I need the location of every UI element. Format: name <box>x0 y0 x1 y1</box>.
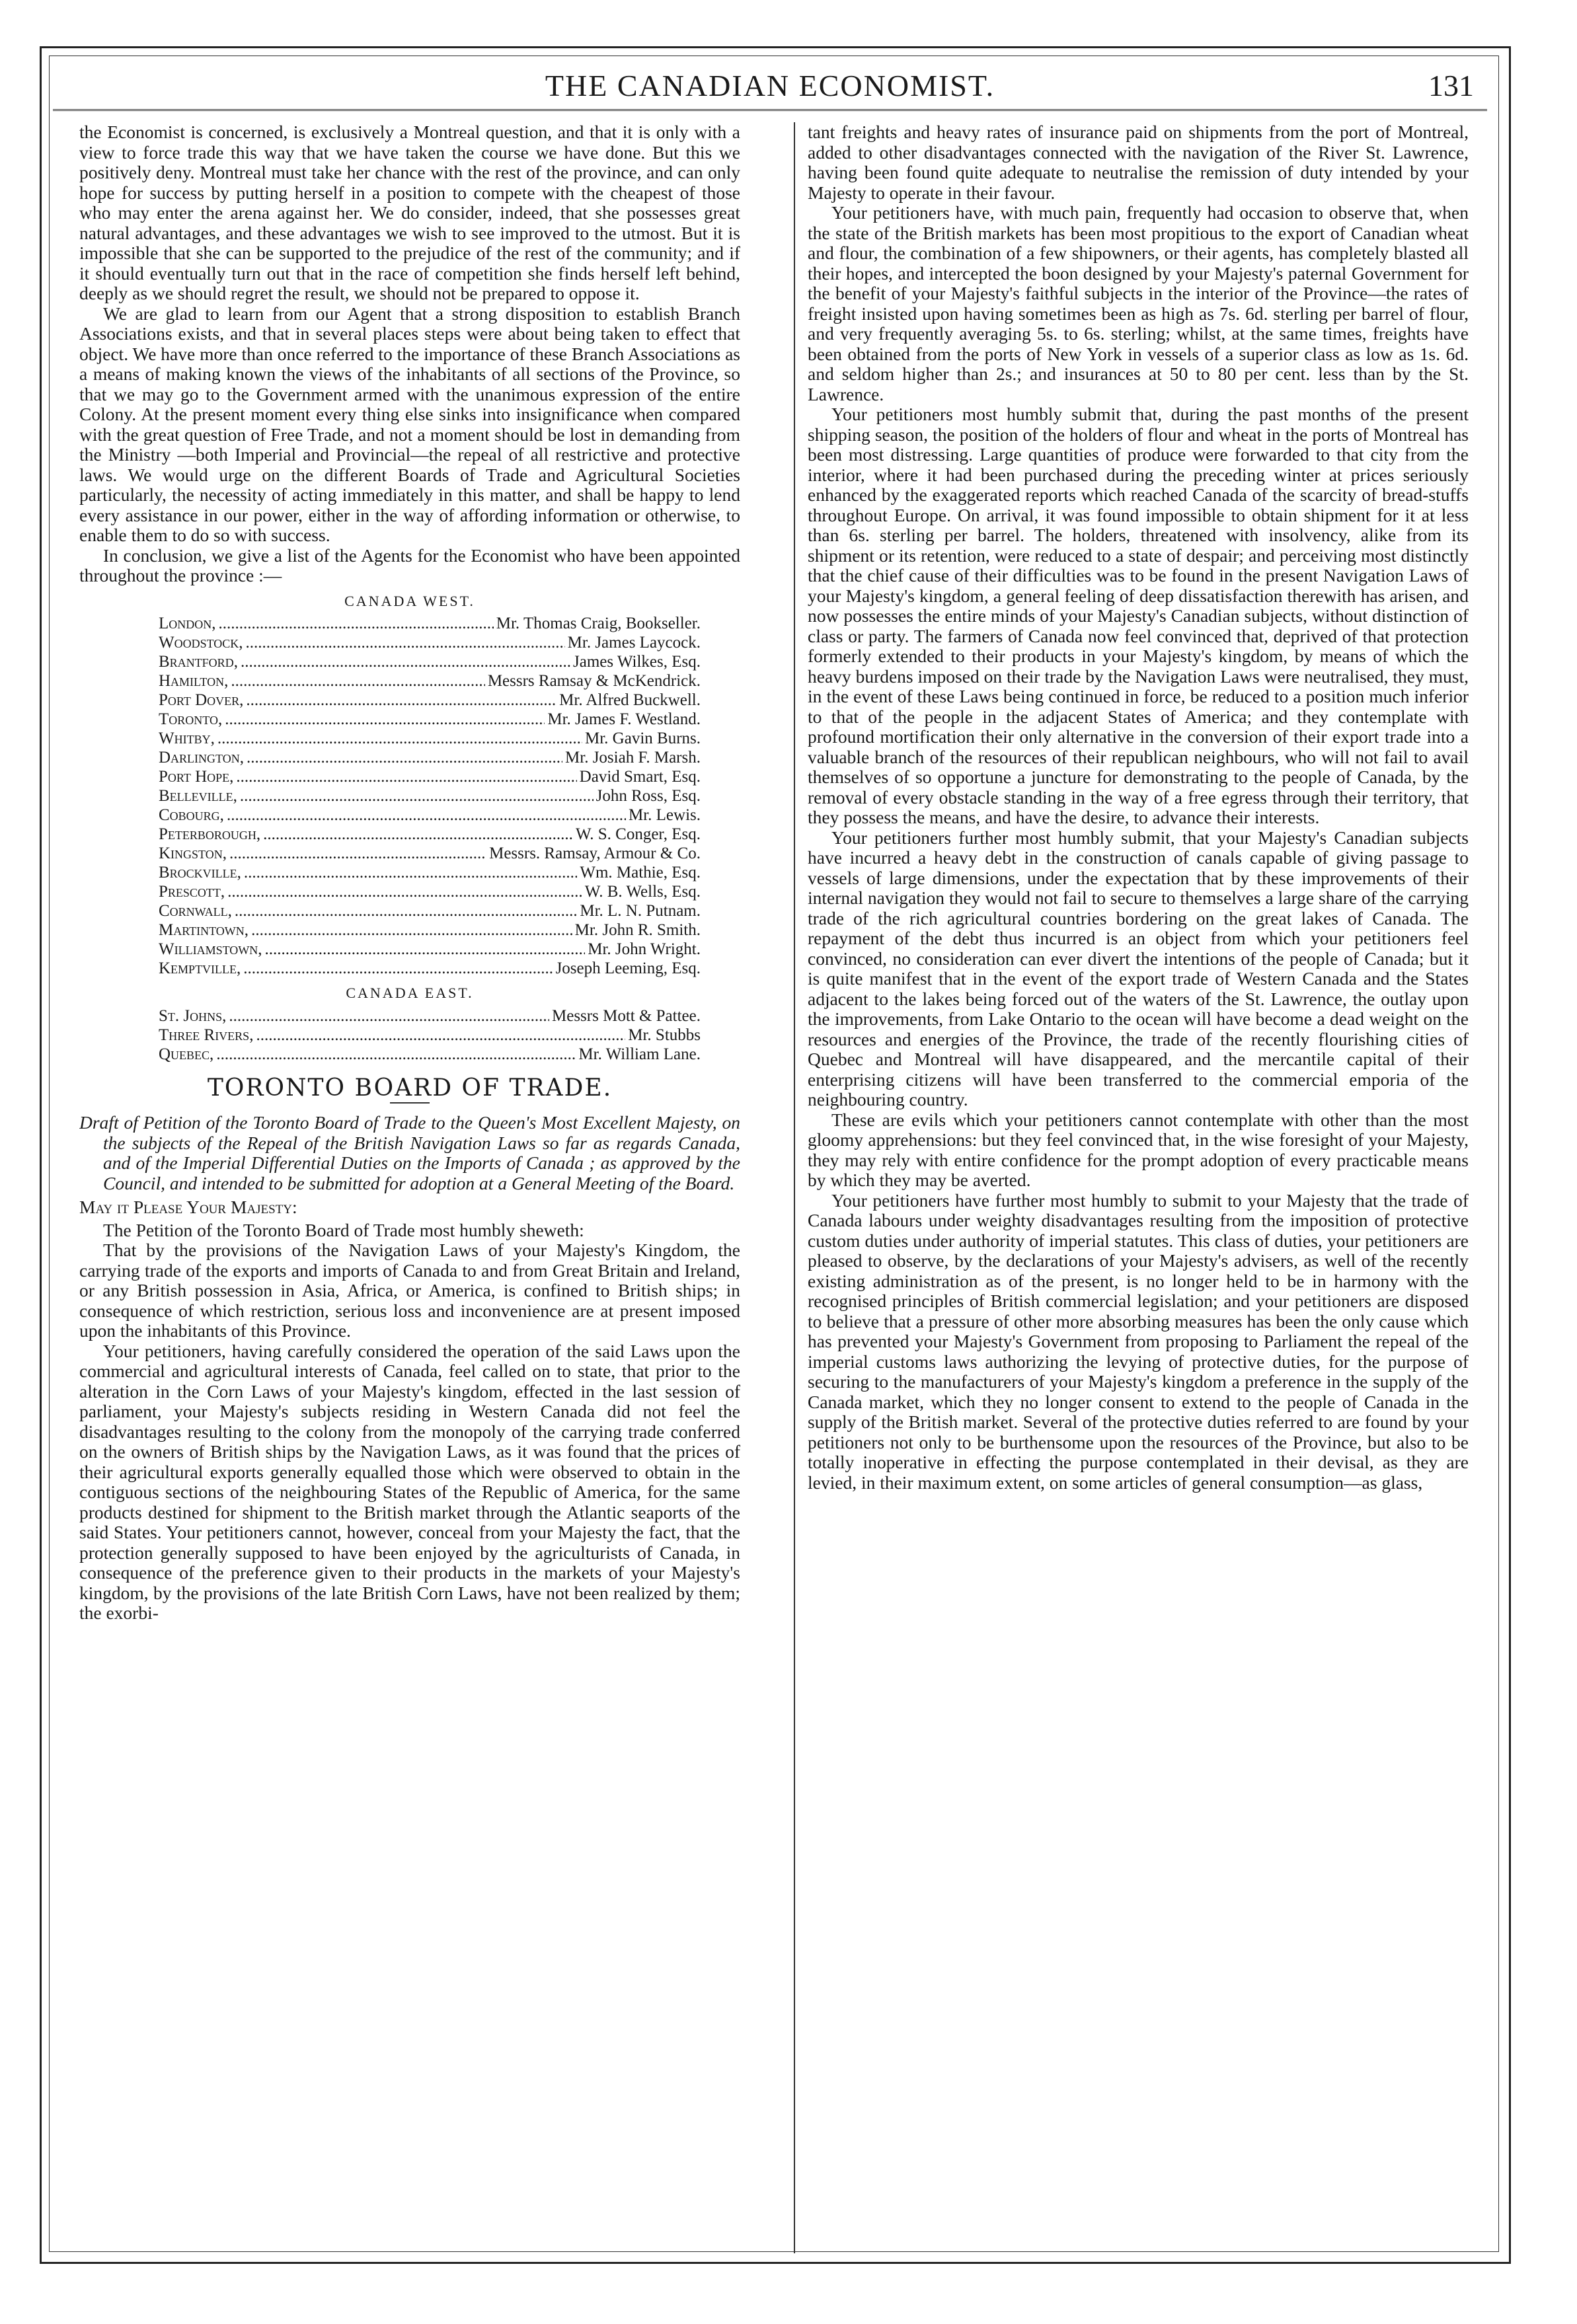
agent-row <box>159 748 740 767</box>
page-number: 131 <box>1428 69 1474 102</box>
agent-row <box>159 767 740 786</box>
agent-name: Joseph Leeming, Esq. <box>555 959 701 977</box>
agent-town: Kemptville, <box>159 959 241 977</box>
agent-row <box>159 710 740 729</box>
canada-west-heading: CANADA WEST. <box>344 592 475 609</box>
agent-town: St. Johns, <box>159 1006 227 1025</box>
leader-dots <box>225 710 545 729</box>
agent-row <box>159 1045 740 1064</box>
leader-dots <box>229 844 486 863</box>
leader-dots <box>240 786 594 806</box>
agent-town: Williamstown, <box>159 940 262 958</box>
paragraph: In conclusion, we give a list of the Agents for the Economist who have been appointed throughout the province :— <box>79 544 740 585</box>
leader-dots <box>246 691 557 710</box>
draft-summary: Draft of Petition of the Toronto Board of Trade to the Queen's Most Excellent Majesty, on the subjects of the Repeal of the British Navigation Laws so far as regards Canada, and of the Imperial Differential Duties on the Imports of Canada ; as approved by the Council, and intended to be submitted for adoption at a General Meeting of the Board. <box>79 1112 740 1193</box>
agent-row <box>159 844 740 863</box>
paragraph: Your petitioners have, with much pain, frequently had occasion to observe that, when the state of the British markets has been most propitious to the export of Canadian wheat and flour, the combination of a few shipowners, or their agents, has completely blasted all their hopes, and intercepted the boon designed by your Majesty's paternal Government for the benefit of your Majesty's faithful subjects in the interior of the Province—the rates of freight insisted upon having sometimes been as high as 7s. 6d. sterling per barrel of flour, and very frequently averaging 5s. to 6s. sterling; whilst, at the same times, freights have been obtained from the ports of New York in vessels of a superior class as low as 1s. 6d. and seldom higher than 2s.; and insurances at 50 to 80 per cent. less than by the St. Lawrence. <box>808 202 1469 404</box>
agent-row <box>159 920 740 940</box>
agent-list-west <box>79 614 740 978</box>
left-column <box>79 122 740 2253</box>
agent-town: Port Dover, <box>159 691 244 709</box>
leader-dots <box>263 825 573 844</box>
paragraph: That by the provisions of the Navigation Laws of your Majesty's Kingdom, the carrying trade of the exports and imports of Canada to and from Great Britain and Ireland, or any British possession in Asia, Africa, or America, is confined to British ships; in consequence of which restriction, serious loss and inconvenience are at present imposed upon the inhabitants of this Province. <box>79 1240 740 1341</box>
agent-name: Messrs Ramsay & McKendrick. <box>487 672 701 690</box>
leader-dots <box>265 940 586 959</box>
agent-town: Cobourg, <box>159 806 224 824</box>
agent-row <box>159 786 740 806</box>
page-title: THE CANADIAN ECONOMIST. <box>545 69 995 102</box>
leader-dots <box>241 652 570 671</box>
agent-name: Mr. James Laycock. <box>567 634 701 652</box>
leader-dots <box>217 729 582 748</box>
agent-row <box>159 691 740 710</box>
leader-dots <box>219 614 494 633</box>
paragraph: The Petition of the Toronto Board of Trade most humbly sheweth: <box>103 1219 584 1240</box>
paragraph: the Economist is concerned, is exclusively a Montreal question, and that it is only with a view to force trade this way that we have taken the course we have done. But this we positively deny. Montreal must take her chance with the rest of the province, and can only hope for success by putting herself in a position to compete with the cheapest of those who may enter the arena against her. We do consider, indeed, that she possesses great natural advantages, and these advantages we wish to see improved to the utmost. But it is impossible that she can be supported to the prejudice of the rest of the community; and if it should eventually turn out that in the race of competition she finds herself left behind, deeply as we should regret the result, we should not be prepared to oppose it. <box>79 122 740 303</box>
agent-row <box>159 671 740 691</box>
leader-dots <box>247 748 562 767</box>
paragraph: Your petitioners most humbly submit that, during the past months of the present shipping season, the position of the holders of flour and wheat in the ports of Montreal has been most distressing. Large quantities of produce were forwarded to that city from the interior, where it had been purchased during the preceding winter at prices seriously enhanced by the exaggerated reports which reached Canada of the scarcity of bread-stuffs throughout Europe. On arrival, it was found impossible to obtain shipment for it at less than 6s. sterling per barrel. The holders, threatened with insolvency, alike from its shipment or its retention, were reduced to a state of despair; and perceiving most distinctly that the chief cause of their difficulties was to be found in the present Navigation Laws of your Majesty's kingdom, a general feeling of deep dissatisfaction therewith has arisen, and now possesses the entire minds of your Majesty's Canadian subjects, without distinction of class or party. The farmers of Canada now feel convinced that, deprived of that protection formerly extended to their products in your Majesty's kingdom, by means of which the heavy burdens imposed on their trade by the Navigation Laws were neutralised, they must, in the event of these Laws being continued in force, be reduced to a position much inferior to that of the people in the adjacent States of America; and they contemplate with profound mortification their only alternative in the conversion of their export trade into a valuable branch of the resources of their republican neighbours, who will not fail to avail themselves of so opportune a juncture for demonstrating to the people of Canada, by the removal of every obstacle standing in the way of a free egress through their territory, that they possess the means, and have the desire, to advance their interests. <box>808 404 1469 827</box>
agent-town: Kingston, <box>159 844 227 862</box>
agent-name: Mr. Thomas Craig, Bookseller. <box>496 615 701 632</box>
leader-dots <box>231 671 485 691</box>
agent-town: Brantford, <box>159 653 238 671</box>
agent-row <box>159 652 740 671</box>
agent-town: Quebec, <box>159 1045 214 1063</box>
agent-list-east <box>79 1006 740 1064</box>
agent-name: Mr. Gavin Burns. <box>585 730 701 747</box>
agent-row <box>159 863 740 882</box>
agent-name: David Smart, Esq. <box>579 768 701 786</box>
agent-town: Prescott, <box>159 883 225 901</box>
canada-east-heading: CANADA EAST. <box>346 985 474 1001</box>
agent-town: Three Rivers, <box>159 1026 254 1044</box>
right-column <box>808 122 1469 2253</box>
agent-row <box>159 729 740 748</box>
header-rule <box>53 109 1487 111</box>
agent-name: John Ross, Esq. <box>596 787 701 805</box>
section-title: TORONTO BOARD OF TRADE. <box>207 1074 613 1102</box>
agent-name: W. B. Wells, Esq. <box>584 883 701 901</box>
agent-name: Wm. Mathie, Esq. <box>580 864 701 881</box>
agent-row <box>159 959 740 978</box>
agent-name: Mr. John Wright. <box>588 940 701 958</box>
agent-name: Mr. John R. Smith. <box>574 921 701 939</box>
agent-row <box>159 901 740 920</box>
paragraph: We are glad to learn from our Agent that a strong disposition to establish Branch Associations exists, and that in several places steps were about being taken to effect that object. We have more than once referred to the importance of these Branch Associations as a means of making known the views of the inhabitants of all sections of the Province, so that we may go to the Government armed with the unanimous expression of the entire Colony. At the present moment every thing else sinks into insignificance when compared with the great question of Free Trade, and not a moment should be lost in demanding from the Ministry —both Imperial and Provincial—the repeal of all restrictive and protective laws. We would urge on the different Boards of Trade and Agricultural Societies particularly, the necessity of acting immediately in this matter, and shall be happy to lend every assistance in our power, either in the way of affording information or otherwise, to enable them to do so with success. <box>79 303 740 545</box>
agent-town: London, <box>159 615 216 632</box>
agent-town: Belleville, <box>159 787 237 805</box>
leader-dots <box>246 633 565 652</box>
leader-dots <box>251 920 572 940</box>
agent-town: Whitby, <box>159 730 215 747</box>
agent-town: Peterborough, <box>159 825 261 843</box>
leader-dots <box>256 1026 625 1045</box>
agent-town: Brockville, <box>159 864 241 881</box>
agent-name: Mr. L. N. Putnam. <box>580 902 701 920</box>
agent-row <box>159 1026 740 1045</box>
agent-town: Port Hope, <box>159 768 234 786</box>
leader-dots <box>227 806 626 825</box>
paragraph: tant freights and heavy rates of insurance paid on shipments from the port of Montreal, added to other disadvantages connected with the navigation of the River St. Lawrence, having been found quite adequate to neutralise the remission of duty intended by your Majesty to operate in their favour. <box>808 122 1469 203</box>
agent-name: Mr. Alfred Buckwell. <box>559 691 701 709</box>
agent-row <box>159 633 740 652</box>
agent-row <box>159 1006 740 1026</box>
agent-name: Mr. James F. Westland. <box>547 710 701 728</box>
salutation: May it Please Your Majesty: <box>79 1197 297 1217</box>
agent-town: Cornwall, <box>159 902 232 920</box>
agent-name: Mr. Stubbs <box>628 1026 701 1044</box>
leader-dots <box>243 959 553 978</box>
section-rule <box>390 1102 430 1104</box>
agent-row <box>159 806 740 825</box>
paragraph: These are evils which your petitioners cannot contemplate with other than the most gloomy apprehensions: but they feel convinced that, in the wise foresight of your Majesty, they may rely with entire confidence for the prompt adoption of every practicable means by which they may be averted. <box>808 1109 1469 1190</box>
leader-dots <box>229 1006 549 1026</box>
agent-town: Woodstock, <box>159 634 243 652</box>
agent-name: Mr. Josiah F. Marsh. <box>565 749 701 767</box>
leader-dots <box>227 882 582 901</box>
agent-row <box>159 940 740 959</box>
agent-row <box>159 825 740 844</box>
agent-town: Darlington, <box>159 749 244 767</box>
agent-name: W. S. Conger, Esq. <box>575 825 701 843</box>
leader-dots <box>244 863 577 882</box>
agent-name: James Wilkes, Esq. <box>573 653 701 671</box>
leader-dots <box>216 1045 576 1064</box>
agent-town: Toronto, <box>159 710 223 728</box>
paragraph: Your petitioners, having carefully considered the operation of the said Laws upon the commercial and agricultural interests of Canada, feel called on to state, that prior to the alteration in the Corn Laws of your Majesty's kingdom, effected in the last session of parliament, your Majesty's subjects residing in Western Canada did not feel the disadvantages resulting to the colony from the monopoly of the carrying trade conferred on the owners of British ships by the Navigation Laws, as it was found that the prices of their agricultural exports generally equalled those which were observed to obtain in the contiguous sections of the neighbouring States of the Republic of America, for the same products destined for shipment to the British market through the Atlantic seaports of the said States. Your petitioners cannot, however, conceal from your Majesty the fact, that the protection generally supposed to have been enjoyed by the agriculturists of Canada, in consequence of the preference given to their products in the markets of your Majesty's kingdom, by the provisions of the late British Corn Laws, have not been realized by them; the exorbi- <box>79 1340 740 1623</box>
agent-row <box>159 614 740 633</box>
agent-town: Martintown, <box>159 921 249 939</box>
page-header <box>53 63 1487 109</box>
leader-dots <box>236 767 576 786</box>
agent-name: Messrs. Ramsay, Armour & Co. <box>489 844 701 862</box>
agent-name: Mr. Lewis. <box>628 806 701 824</box>
agent-name: Mr. William Lane. <box>578 1045 701 1063</box>
agent-name: Messrs Mott & Pattee. <box>552 1006 701 1025</box>
agent-row <box>159 882 740 901</box>
leader-dots <box>235 901 577 920</box>
paragraph: Your petitioners have further most humbly to submit to your Majesty that the trade of Canada labours under weighty disadvantages resulting from the imposition of protective custom duties under authority of imperial statutes. This class of duties, your petitioners are pleased to observe, by the declarations of your Majesty's advisers, as well of the recently existing administration as of the present, is no longer held to be in harmony with the recognised principles of British commercial legislation; and your petitioners are disposed to believe that a pressure of other more absorbing measures has been the only cause which has prevented your Majesty's Government from proposing to Parliament the repeal of the imperial customs laws authorizing the levying of protective duties, for the purpose of securing to the manufacturers of your Majesty's kingdom a preference in the supply of the Canada market, which they no longer consent to extend to the people of Canada in the supply of the British market. Several of the protective duties referred to are found by your petitioners not only to be burthensome upon the resources of the Province, but also to be totally inoperative in effecting the purpose contemplated in their devisal, as they are levied, in their maximum extent, on some articles of general consumption—as glass, <box>808 1189 1469 1493</box>
agent-town: Hamilton, <box>159 672 229 690</box>
column-divider <box>794 122 795 2253</box>
paragraph: Your petitioners further most humbly submit, that your Majesty's Canadian subjects have incurred a heavy debt in the construction of canals capable of giving passage to vessels of large dimensions, under the expectation that by these improvements of their internal navigation they would not fail to secure to themselves a large share of the carrying trade of the rich agricultural countries bordering on the great lakes of Canada. The repayment of the debt thus incurred is an object from which your petitioners feel convinced, no consideration can ever divert the intentions of the people of Canada; but it is quite manifest that in the event of the export trade of Western Canada and the States adjacent to the lakes being forced out of the waters of the St. Lawrence, the outlay upon the improvements, from Lake Ontario to the ocean will have become a dead weight on the resources and energies of the Province, the trade of the recently flourishing cities of Quebec and Montreal will have disappeared, and the mercantile capital of their enterprising citizens will have been transferred to the commercial emporia of the neighbouring country. <box>808 827 1469 1109</box>
